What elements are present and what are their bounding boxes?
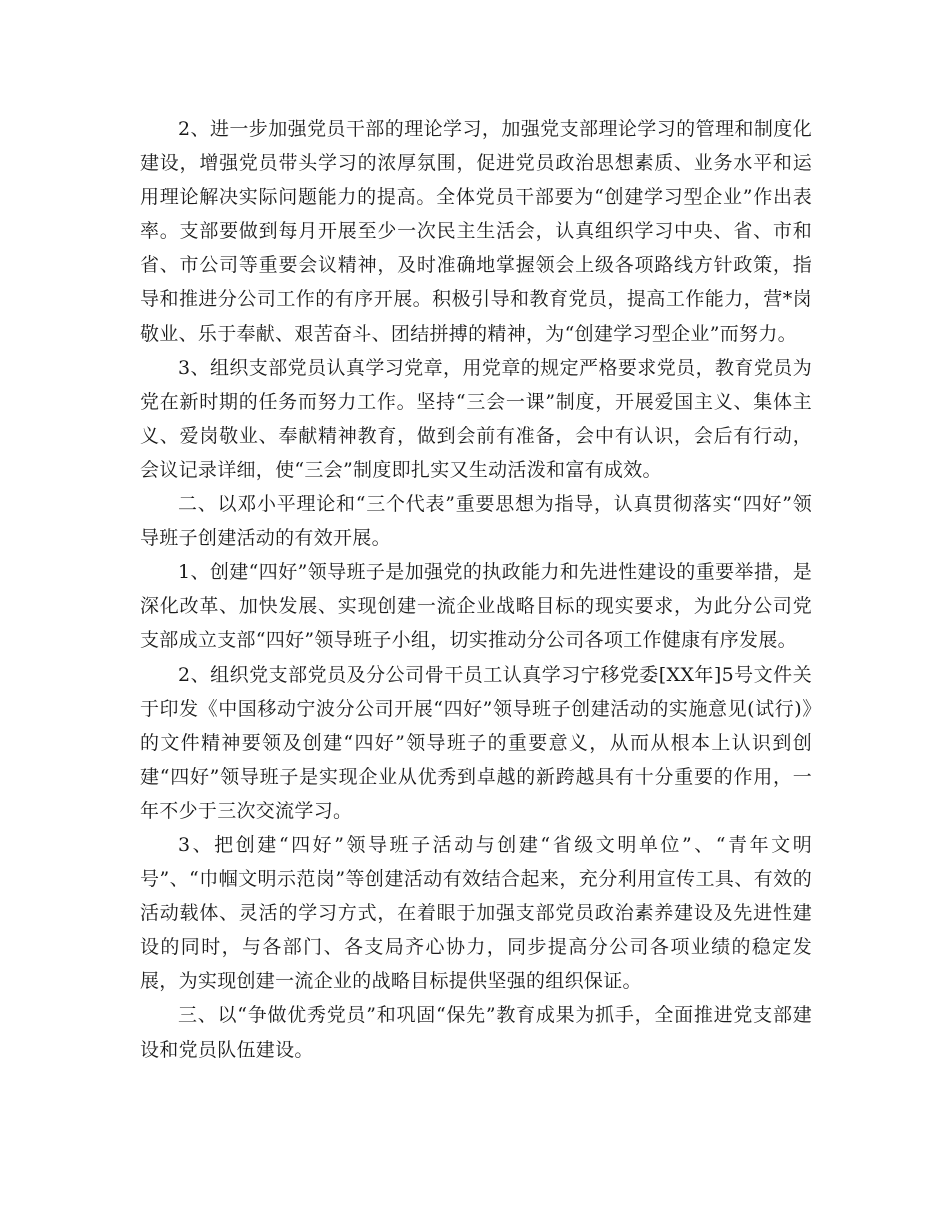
document-body: [140, 112, 812, 1067]
section-heading-three: 三、以“争做优秀党员”和巩固“保先”教育成果为抓手，全面推进党支部建设和党员队伍建设。: [140, 1004, 812, 1061]
paragraph-item-3: 3、组织支部党员认真学习党章，用党章的规定严格要求党员，教育党员为党在新时期的任务而努力工作。坚持“三会一课”制度，开展爱国主义、集体主义、爱岗敬业、奉献精神教育，做到会前有准备，会中有认识，会后有行动，会议记录详细，使“三会”制度即扎实又生动活泼和富有成效。: [140, 356, 812, 481]
paragraph-section-two-item-2: 2、组织党支部党员及分公司骨干员工认真学习宁移党委[XX年]5号文件关于印发《中国移动宁波分公司开展“四好”领导班子创建活动的实施意见(试行)》的文件精神要领及创建“四好”领导班子的重要意义，从而从根本上认识到创建“四好”领导班子是实现企业从优秀到卓越的新跨越具有十分重要的作用，一年不少于三次交流学习。: [140, 663, 812, 822]
paragraph-section-two-item-1: 1、创建“四好”领导班子是加强党的执政能力和先进性建设的重要举措，是深化改革、加快发展、实现创建一流企业战略目标的现实要求，为此分公司党支部成立支部“四好”领导班子小组，切实推动分公司各项工作健康有序发展。: [140, 561, 812, 652]
paragraph-item-2: 2、进一步加强党员干部的理论学习，加强党支部理论学习的管理和制度化建设，增强党员带头学习的浓厚氛围，促进党员政治思想素质、业务水平和运用理论解决实际问题能力的提高。全体党员干部要为“创建学习型企业”作出表率。支部要做到每月开展至少一次民主生活会，认真组织学习中央、省、市和省、市公司等重要会议精神，及时准确地掌握领会上级各项路线方针政策，指导和推进分公司工作的有序开展。积极引导和教育党员，提高工作能力，营*岗敬业、乐于奉献、艰苦奋斗、团结拼搏的精神，为“创建学习型企业”而努力。: [140, 118, 812, 345]
section-heading-two: 二、以邓小平理论和“三个代表”重要思想为指导，认真贯彻落实“四好”领导班子创建活动的有效开展。: [140, 493, 812, 550]
paragraph-section-two-item-3: 3、把创建“四好”领导班子活动与创建“省级文明单位”、“青年文明号”、“巾帼文明示范岗”等创建活动有效结合起来，充分利用宣传工具、有效的活动载体、灵活的学习方式，在着眼于加强支部党员政治素养建设及先进性建设的同时，与各部门、各支局齐心协力，同步提高分公司各项业绩的稳定发展，为实现创建一流企业的战略目标提供坚强的组织保证。: [140, 833, 812, 993]
